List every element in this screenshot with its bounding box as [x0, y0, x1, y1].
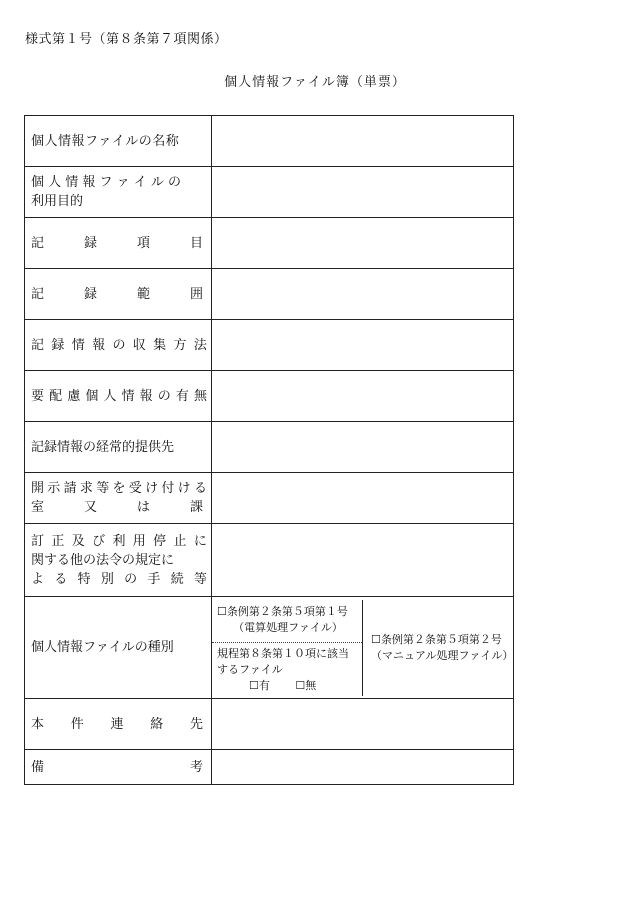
- label-items: [25, 218, 212, 269]
- label-provision: 記録情報の経常的提供先: [25, 422, 212, 473]
- char: 記: [31, 286, 45, 302]
- electronic-sub-label: （電算処理ファイル）: [233, 620, 343, 634]
- label-kind: 個人情報ファイルの種別: [25, 597, 212, 699]
- char: 個: [85, 388, 99, 404]
- label-disclosure: [25, 473, 212, 524]
- label-sensitive: [25, 371, 212, 422]
- char: 課: [189, 500, 203, 515]
- char: の: [112, 337, 126, 353]
- purpose-line2: 利用目的: [31, 194, 84, 209]
- yes-checkbox[interactable]: ☐有: [249, 678, 270, 692]
- char: 連: [110, 716, 124, 732]
- char: る: [54, 571, 68, 587]
- no-checkbox[interactable]: ☐無: [295, 678, 317, 692]
- char: を: [112, 481, 126, 496]
- row-contact: [25, 699, 514, 750]
- char: 録: [83, 235, 97, 251]
- correction-line2: 関する他の法令の規定に: [31, 552, 175, 568]
- char: 受: [128, 481, 142, 496]
- row-kind: [25, 597, 514, 699]
- label-purpose: [25, 167, 212, 218]
- row-scope: [25, 269, 514, 320]
- char: 等: [193, 571, 207, 587]
- row-provision: [25, 422, 514, 473]
- char: 録: [83, 286, 97, 302]
- manual-checkbox-label[interactable]: ☐条例第２条第５項第２号: [371, 632, 502, 646]
- char: 録: [51, 337, 65, 353]
- row-file-name: [25, 116, 514, 167]
- char: 収: [132, 337, 146, 353]
- char: 別: [100, 571, 114, 587]
- label-collection: [25, 320, 212, 371]
- kind-manual-cell: [363, 600, 514, 696]
- document-title: 個人情報ファイル簿（単票）: [224, 75, 406, 90]
- value-disclosure[interactable]: [212, 473, 514, 524]
- label-correction: [25, 524, 212, 597]
- value-sensitive[interactable]: [212, 371, 514, 422]
- char: 正: [51, 533, 65, 549]
- row-remarks: [25, 750, 514, 785]
- char: 方: [173, 337, 187, 353]
- char: 先: [189, 716, 203, 732]
- value-scope[interactable]: [212, 269, 514, 320]
- char: 用: [132, 533, 146, 549]
- char: 本: [31, 716, 45, 732]
- char: 報: [92, 337, 106, 353]
- label-scope: [25, 269, 212, 320]
- char: 手: [147, 571, 161, 587]
- value-items[interactable]: [212, 218, 514, 269]
- char: 又: [83, 500, 97, 515]
- row-items: [25, 218, 514, 269]
- char: 備: [31, 759, 45, 775]
- char: 慮: [67, 388, 81, 404]
- char: 考: [189, 759, 203, 775]
- char: け: [177, 481, 191, 496]
- manual-sub-label: （マニュアル処理ファイル）: [371, 648, 514, 662]
- char: 要: [31, 388, 45, 404]
- char: び: [92, 533, 106, 549]
- char: 目: [189, 235, 203, 251]
- char: は: [136, 500, 150, 515]
- char: 情: [121, 388, 135, 404]
- char: 特: [77, 571, 91, 587]
- char: 開: [31, 481, 45, 496]
- form-number: 様式第１号（第８条第７項関係）: [25, 32, 228, 47]
- value-provision[interactable]: [212, 422, 514, 473]
- char: 囲: [189, 286, 203, 302]
- char: 止: [173, 533, 187, 549]
- value-collection[interactable]: [212, 320, 514, 371]
- char: 人: [103, 388, 117, 404]
- char: 及: [71, 533, 85, 549]
- char: 利: [112, 533, 126, 549]
- char: 付: [161, 481, 175, 496]
- kind-electronic-cell: [212, 600, 363, 696]
- value-remarks[interactable]: [212, 750, 514, 785]
- char: 報: [139, 388, 153, 404]
- char: 記: [31, 337, 45, 353]
- char: よ: [31, 571, 45, 587]
- char: 有: [175, 388, 189, 404]
- char: 記: [31, 235, 45, 251]
- electronic-checkbox-label[interactable]: ☐条例第２条第５項第１号: [217, 604, 348, 618]
- char: 続: [170, 571, 184, 587]
- char: 示: [47, 481, 61, 496]
- row-disclosure: [25, 473, 514, 524]
- char: 範: [136, 286, 150, 302]
- label-contact: [25, 699, 212, 750]
- char: に: [193, 533, 207, 549]
- char: 求: [79, 481, 93, 496]
- purpose-line1: 個 人 情 報 フ ァ イ ル の: [31, 175, 182, 190]
- label-file-name: 個人情報ファイルの名称: [25, 116, 212, 167]
- char: 請: [63, 481, 77, 496]
- value-file-name[interactable]: [212, 116, 514, 167]
- char: 無: [193, 388, 207, 404]
- char: 件: [70, 716, 84, 732]
- value-kind: [212, 597, 514, 699]
- char: の: [157, 388, 171, 404]
- char: 訂: [31, 533, 45, 549]
- rule-applicable: 規程第８条第１０項に該当 するファイル ☐有 ☐無: [212, 642, 362, 696]
- row-correction: [25, 524, 514, 597]
- char: 情: [71, 337, 85, 353]
- value-correction[interactable]: [212, 524, 514, 597]
- row-collection: [25, 320, 514, 371]
- value-contact[interactable]: [212, 699, 514, 750]
- char: 集: [153, 337, 167, 353]
- kind-subtable: [212, 600, 513, 696]
- char: 室: [31, 500, 45, 515]
- personal-info-file-register-table: [24, 115, 514, 785]
- char: 項: [136, 235, 150, 251]
- char: る: [193, 481, 207, 496]
- value-purpose[interactable]: [212, 167, 514, 218]
- char: け: [145, 481, 159, 496]
- label-remarks: [25, 750, 212, 785]
- char: 絡: [150, 716, 164, 732]
- row-sensitive: [25, 371, 514, 422]
- char: 配: [49, 388, 63, 404]
- char: 停: [153, 533, 167, 549]
- char: の: [124, 571, 138, 587]
- row-purpose: [25, 167, 514, 218]
- char: 等: [96, 481, 110, 496]
- char: 法: [193, 337, 207, 353]
